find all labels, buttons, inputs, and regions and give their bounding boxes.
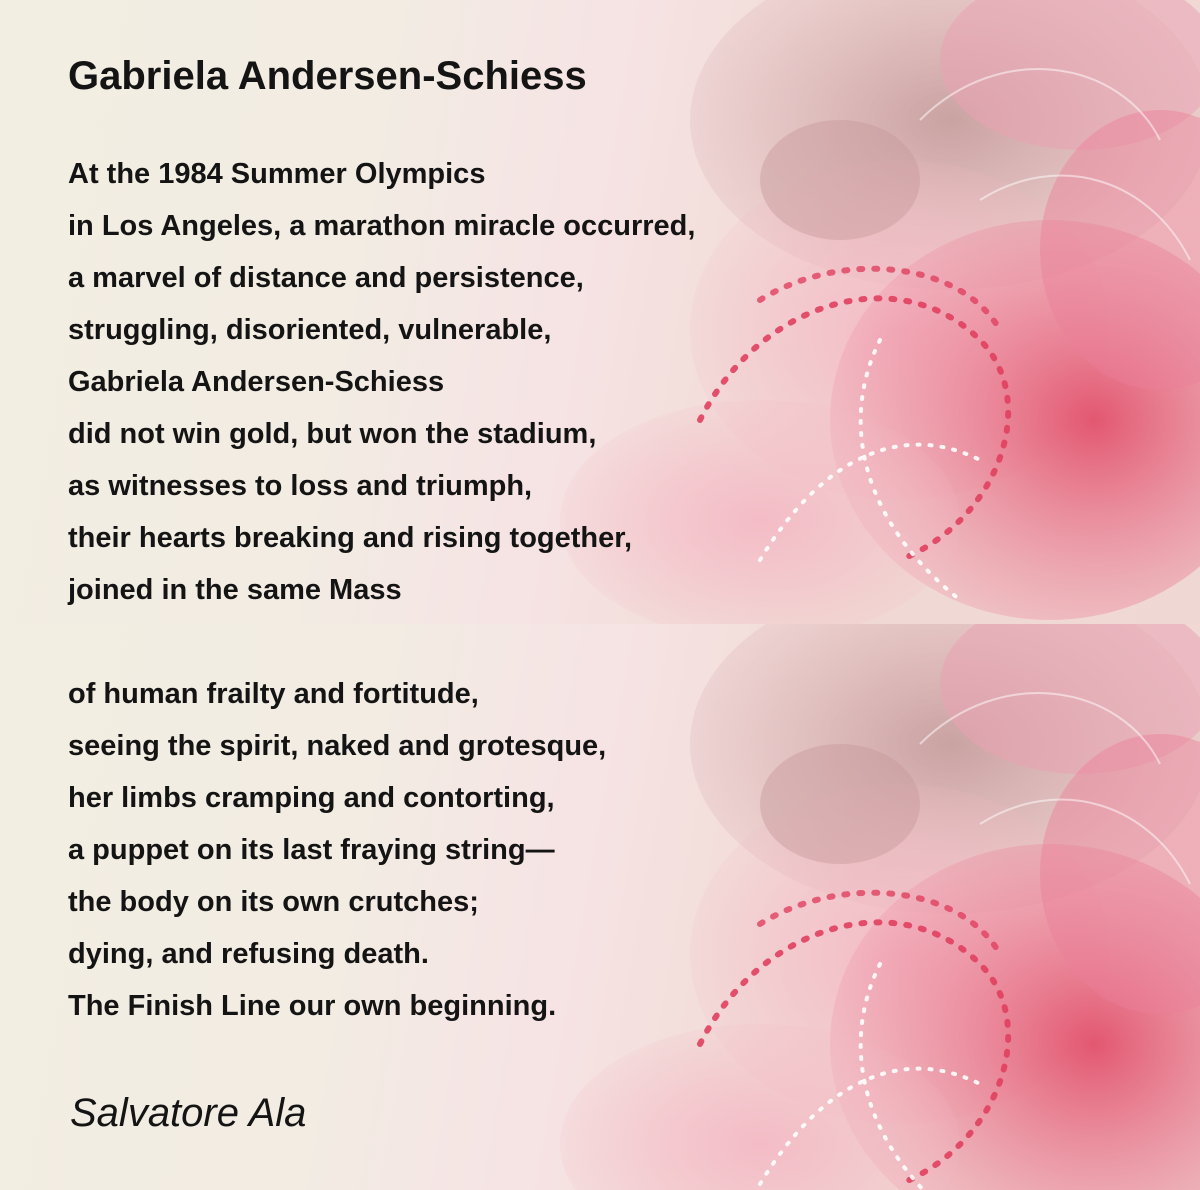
poem-line: The Finish Line our own beginning.	[68, 990, 557, 1022]
poem-line: a marvel of distance and persistence,	[68, 262, 584, 294]
poem-title: Gabriela Andersen-Schiess	[68, 54, 587, 98]
poem-line: their hearts breaking and rising together,	[68, 522, 633, 554]
poem-line: as witnesses to loss and triumph,	[68, 470, 533, 502]
poem-line: in Los Angeles, a marathon miracle occurred,	[68, 210, 696, 242]
poem-line: of human frailty and fortitude,	[68, 678, 479, 710]
poem-line: dying, and refusing death.	[68, 938, 429, 970]
poem-line: a puppet on its last fraying string—	[68, 834, 555, 866]
stanza-2	[68, 668, 606, 1032]
poem-line: seeing the spirit, naked and grotesque,	[68, 730, 607, 762]
poem-line: did not win gold, but won the stadium,	[68, 418, 597, 450]
poem-line: the body on its own crutches;	[68, 886, 479, 918]
stanza-1	[68, 148, 695, 616]
poem-line: joined in the same Mass	[68, 574, 402, 606]
author-name: Salvatore Ala	[70, 1091, 307, 1135]
poem-line: At the 1984 Summer Olympics	[68, 158, 486, 190]
poem-line: her limbs cramping and contorting,	[68, 782, 555, 814]
poem-line: struggling, disoriented, vulnerable,	[68, 314, 552, 346]
poem-line: Gabriela Andersen-Schiess	[68, 366, 445, 398]
